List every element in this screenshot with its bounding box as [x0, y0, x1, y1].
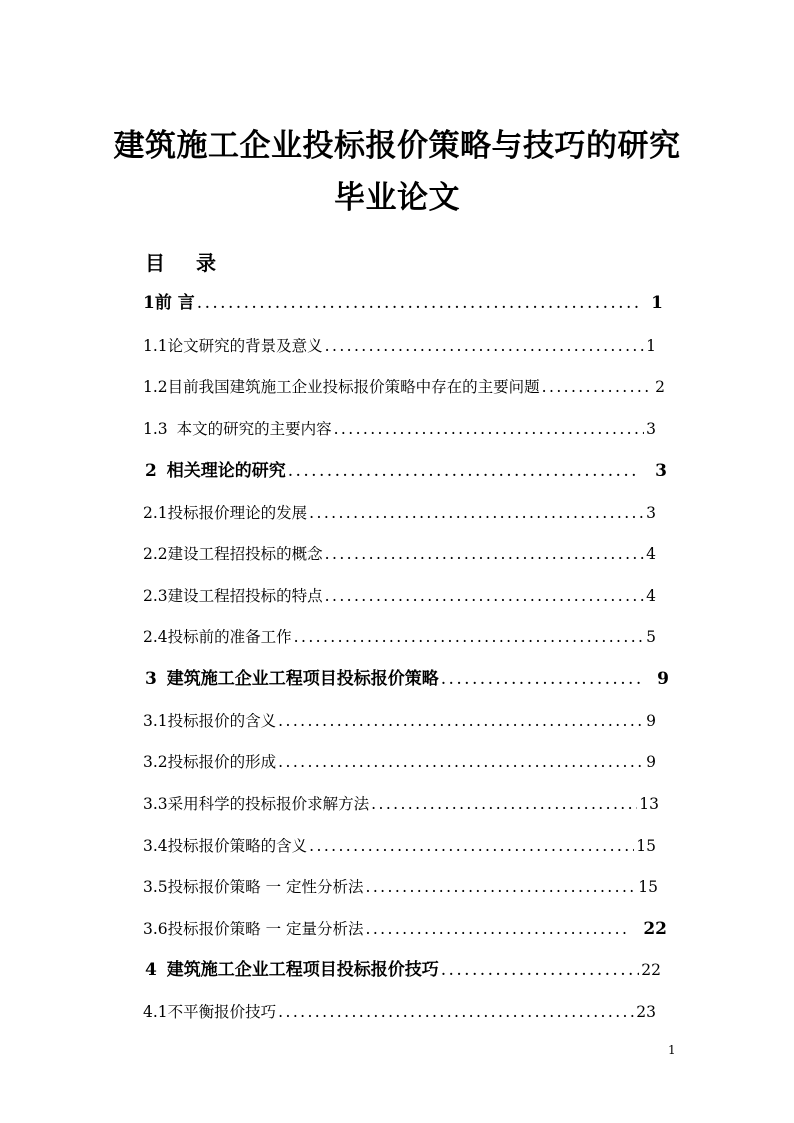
toc-leader-dots	[309, 500, 644, 526]
toc-entry[interactable]	[143, 999, 656, 1025]
toc-entry-page: 3	[646, 420, 656, 438]
toc-entry-text: 投标报价理论的发展	[167, 504, 308, 522]
toc-entry-text: 投标前的准备工作	[167, 628, 292, 646]
toc-leader-dots	[366, 916, 630, 942]
toc-entry-page: 1	[651, 293, 663, 313]
toc-entry-page: 5	[646, 628, 656, 646]
toc-entry[interactable]	[143, 791, 659, 817]
toc-leader-dots	[441, 957, 640, 983]
toc-entry-number: 3.3	[143, 795, 168, 813]
toc-entry-page: 15	[638, 878, 658, 896]
toc-entry-page: 22	[641, 961, 661, 979]
toc-entry-page: 1	[646, 337, 656, 355]
toc-entry-text: 投标报价策略 一 定量分析法	[167, 920, 364, 938]
toc-entry-page: 9	[657, 669, 669, 689]
toc-entry-number: 1.1	[143, 337, 168, 355]
toc-leader-dots	[334, 416, 645, 442]
toc-leader-dots	[371, 791, 637, 817]
toc-entry-page: 4	[646, 545, 656, 563]
page-number: 1	[668, 1043, 676, 1057]
toc-entry-number: 2.3	[143, 587, 168, 605]
toc-entry-text: 投标报价的形成	[167, 753, 277, 771]
toc-entry-number: 3	[145, 669, 163, 689]
toc-entry[interactable]	[143, 290, 663, 316]
toc-entry[interactable]	[143, 916, 667, 942]
toc-entry-text: 投标报价的含义	[167, 712, 277, 730]
toc-entry-number: 4.1	[143, 1003, 168, 1021]
toc-entry-number: 1.2	[143, 378, 168, 396]
toc-entry-page: 4	[646, 587, 656, 605]
toc-entry-text: 建设工程招投标的概念	[167, 545, 323, 563]
document-title: 建筑施工企业投标报价策略与技巧的研究	[113, 128, 681, 164]
toc-entry[interactable]	[143, 583, 656, 609]
toc-entry-number: 2.4	[143, 628, 168, 646]
toc-entry[interactable]	[143, 874, 658, 900]
toc-entry[interactable]	[143, 624, 656, 650]
toc-leader-dots	[294, 624, 644, 650]
toc-entry-text: 投标报价策略 一 定性分析法	[167, 878, 364, 896]
toc-entry-page: 3	[655, 461, 667, 481]
toc-entry[interactable]	[143, 708, 656, 734]
toc-entry-number: 2.1	[143, 504, 168, 522]
toc-entry-page: 13	[639, 795, 659, 813]
toc-leader-dots	[325, 583, 644, 609]
toc-entry-text: 建设工程招投标的特点	[167, 587, 323, 605]
toc-entry[interactable]	[145, 957, 661, 983]
toc-entry-number: 3.4	[143, 837, 168, 855]
toc-entry-page: 3	[646, 504, 656, 522]
toc-entry-number: 3.1	[143, 712, 168, 730]
toc-leader-dots	[366, 874, 637, 900]
toc-entry[interactable]	[143, 416, 656, 442]
toc-entry-number: 2.2	[143, 545, 168, 563]
toc-entry-text: 不平衡报价技巧	[167, 1003, 277, 1021]
toc-leader-dots	[288, 458, 639, 484]
toc-entry-number: 3.6	[143, 920, 168, 938]
toc-entry[interactable]	[143, 374, 665, 400]
toc-entry-number: 4	[145, 960, 163, 980]
toc-entry-text: 论文研究的背景及意义	[167, 337, 323, 355]
toc-leader-dots	[325, 541, 644, 567]
toc-entry-text: 建筑施工企业工程项目投标报价策略	[166, 669, 439, 689]
toc-leader-dots	[325, 333, 644, 359]
toc-leader-dots	[197, 290, 639, 316]
toc-entry-number: 2	[145, 461, 163, 481]
toc-entry[interactable]	[143, 333, 656, 359]
toc-entry-text: 采用科学的投标报价求解方法	[167, 795, 370, 813]
toc-entry-page: 22	[643, 919, 667, 939]
toc-entry-text: 前 言	[154, 293, 195, 313]
toc-entry-text: 建筑施工企业工程项目投标报价技巧	[166, 960, 439, 980]
toc-entry-number: 3.5	[143, 878, 168, 896]
toc-heading: 目 录	[145, 251, 228, 275]
toc-entry-page: 9	[646, 712, 656, 730]
toc-entry-number: 1	[143, 293, 155, 313]
toc-leader-dots	[278, 999, 634, 1025]
toc-leader-dots	[441, 666, 643, 692]
toc-leader-dots	[542, 374, 653, 400]
toc-entry-text: 投标报价策略的含义	[167, 837, 308, 855]
toc-entry-number: 1.3	[143, 420, 173, 438]
toc-entry[interactable]	[143, 749, 656, 775]
toc-leader-dots	[278, 749, 644, 775]
toc-entry-page: 2	[655, 378, 665, 396]
toc-entry[interactable]	[145, 666, 669, 692]
toc-entry[interactable]	[145, 458, 667, 484]
toc-entry[interactable]	[143, 833, 656, 859]
toc-entry-page: 15	[636, 837, 656, 855]
toc-leader-dots	[278, 708, 644, 734]
toc-entry-text: 相关理论的研究	[166, 461, 286, 481]
toc-entry-text: 本文的研究的主要内容	[176, 420, 332, 438]
toc-leader-dots	[309, 833, 634, 859]
toc-entry-number: 3.2	[143, 753, 168, 771]
toc-entry-page: 23	[636, 1003, 656, 1021]
toc-entry[interactable]	[143, 500, 656, 526]
toc-entry-text: 目前我国建筑施工企业投标报价策略中存在的主要问题	[167, 378, 540, 396]
document-subtitle: 毕业论文	[334, 180, 460, 216]
toc-entry[interactable]	[143, 541, 656, 567]
toc-entry-page: 9	[646, 753, 656, 771]
